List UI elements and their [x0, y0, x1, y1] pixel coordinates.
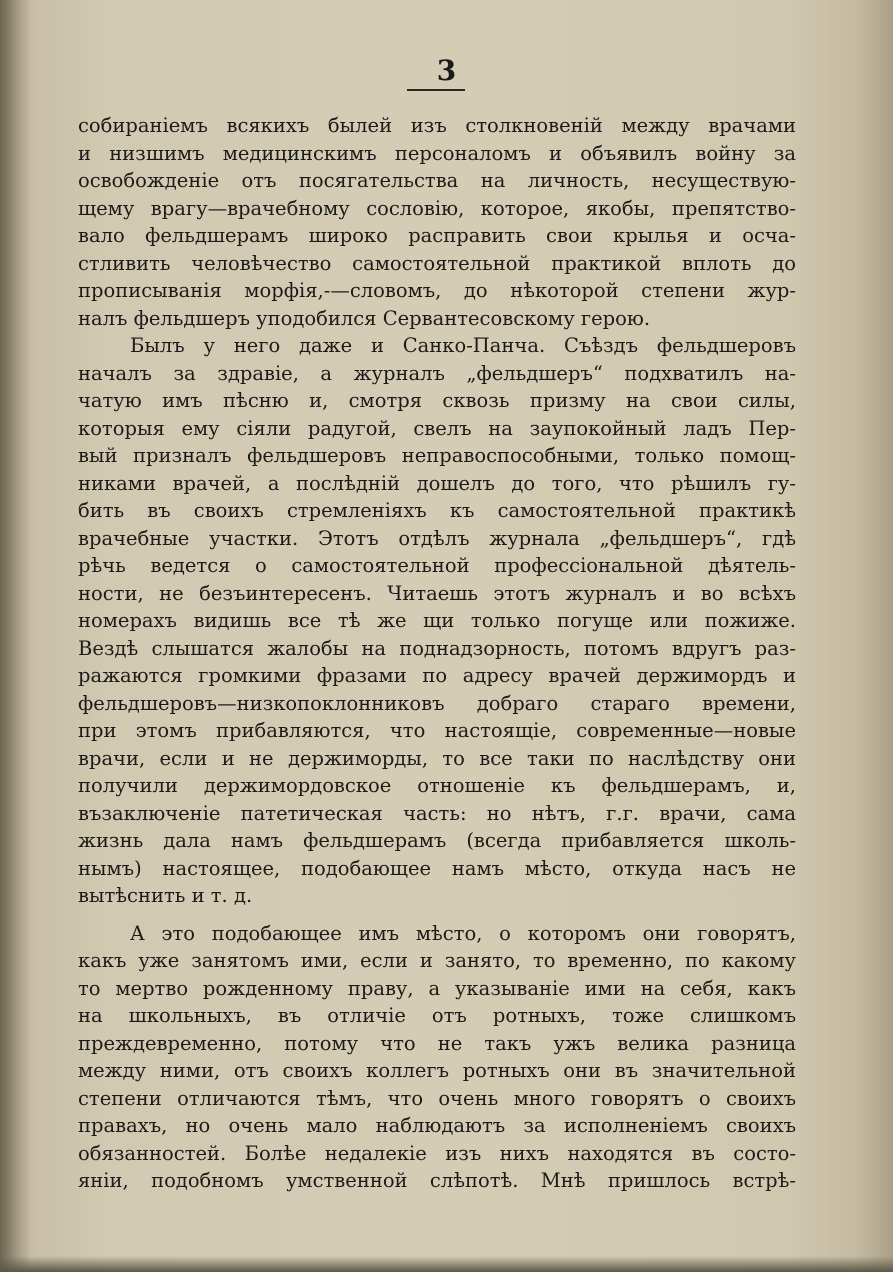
text-line: какъ уже занятомъ ими, если и занято, то временно, по какому	[78, 949, 796, 972]
body-text	[78, 112, 796, 1195]
text-line: налъ фельдшеръ уподобился Сервантесовскому герою.	[78, 306, 651, 330]
text-line: которыя ему сіяли радугой, свелъ на заупокойный ладъ Пер-	[78, 416, 796, 440]
text-line: ражаются громкими фразами по адресу врачей держимордъ и	[78, 664, 796, 687]
page-binding-shadow	[0, 0, 30, 1272]
text-line: нымъ) настоящее, подобающее намъ мѣсто, откуда насъ не	[78, 856, 796, 880]
text-line: щему врагу—врачебному сословію, которое, якобы, препятство-	[78, 196, 796, 220]
text-line: стливить человѣчество самостоятельной практикой вплоть до	[78, 251, 796, 275]
text-line: то мертво рожденному праву, а указываніе ими на себя, какъ	[78, 976, 796, 1000]
text-line: номерахъ видишь все тѣ же щи только погуще или пожиже.	[78, 609, 796, 632]
text-line: врачебные участки. Этотъ отдѣлъ журнала „фельдшеръ“, гдѣ	[78, 526, 796, 550]
text-line: жизнь дала намъ фельдшерамъ (всегда прибавляется школь-	[78, 829, 796, 852]
text-line: Вездѣ слышатся жалобы на поднадзорность, потомъ вдругъ раз-	[78, 636, 796, 660]
text-line: прописыванія морфія,-—словомъ, до нѣкоторой степени жур-	[78, 279, 796, 302]
text-line: фельдшеровъ—низкопоклонниковъ добраго стараго времени,	[78, 691, 796, 715]
text-line: рѣчь ведется о самостоятельной профессіональной дѣятель-	[78, 554, 796, 577]
text-line: възаключеніе патетическая часть: но нѣтъ, г.г. врачи, сама	[78, 801, 796, 825]
text-line: вытѣснить и т. д.	[78, 884, 253, 907]
text-line: на школьныхъ, въ отличіе отъ ротныхъ, тоже слишкомъ	[78, 1004, 796, 1027]
text-line: вало фельдшерамъ широко расправить свои крылья и осча-	[78, 224, 796, 247]
text-line: врачи, если и не держиморды, то все таки по наслѣдству они	[78, 746, 796, 770]
text-line: между ними, отъ своихъ коллегъ ротныхъ они въ значительной	[78, 1059, 796, 1082]
text-line: правахъ, но очень мало наблюдаютъ за исполненіемъ своихъ	[78, 1114, 796, 1137]
paragraph-first-line: А это подобающее имъ мѣсто, о которомъ они говорятъ,	[130, 921, 796, 945]
text-line: получили держимордовское отношеніе къ фельдшерамъ, и,	[78, 774, 796, 797]
page-number: 3	[436, 54, 457, 87]
text-line: собираніемъ всякихъ былей изъ столкновеній между врачами	[78, 114, 796, 137]
text-line: освобожденіе отъ посягательства на личность, несуществую-	[78, 169, 796, 192]
text-line: степени отличаются тѣмъ, что очень много говорятъ о своихъ	[78, 1086, 796, 1110]
text-line: преждевременно, потому что не такъ ужъ велика разница	[78, 1031, 796, 1055]
text-line: никами врачей, а послѣдній дошелъ до того, что рѣшилъ гу-	[78, 471, 796, 495]
text-line: обязанностей. Болѣе недалекіе изъ нихъ находятся въ состо-	[78, 1141, 796, 1165]
text-line: началъ за здравіе, а журналъ „фельдшеръ“ подхватилъ на-	[78, 361, 796, 385]
paragraph-first-line: Былъ у него даже и Санко-Панча. Съѣздъ фельдшеровъ	[130, 334, 796, 357]
text-line: яніи, подобномъ умственной слѣпотѣ. Мнѣ пришлось встрѣ-	[78, 1169, 796, 1192]
page-number-rule	[407, 89, 465, 91]
text-line: вый призналъ фельдшеровъ неправоспособными, только помощ-	[78, 444, 796, 467]
text-line: при этомъ прибавляются, что настоящіе, современные—новые	[78, 719, 796, 742]
text-line: и низшимъ медицинскимъ персоналомъ и объявилъ войну за	[78, 141, 796, 165]
text-line: ности, не безъинтересенъ. Читаешь этотъ журналъ и во всѣхъ	[78, 581, 796, 605]
text-line: чатую имъ пѣсню и, смотря сквозь призму на свои силы,	[78, 389, 796, 412]
text-line: бить въ своихъ стремленіяхъ къ самостоятельной практикѣ	[78, 499, 796, 522]
page-bottom-shadow	[0, 1256, 893, 1272]
